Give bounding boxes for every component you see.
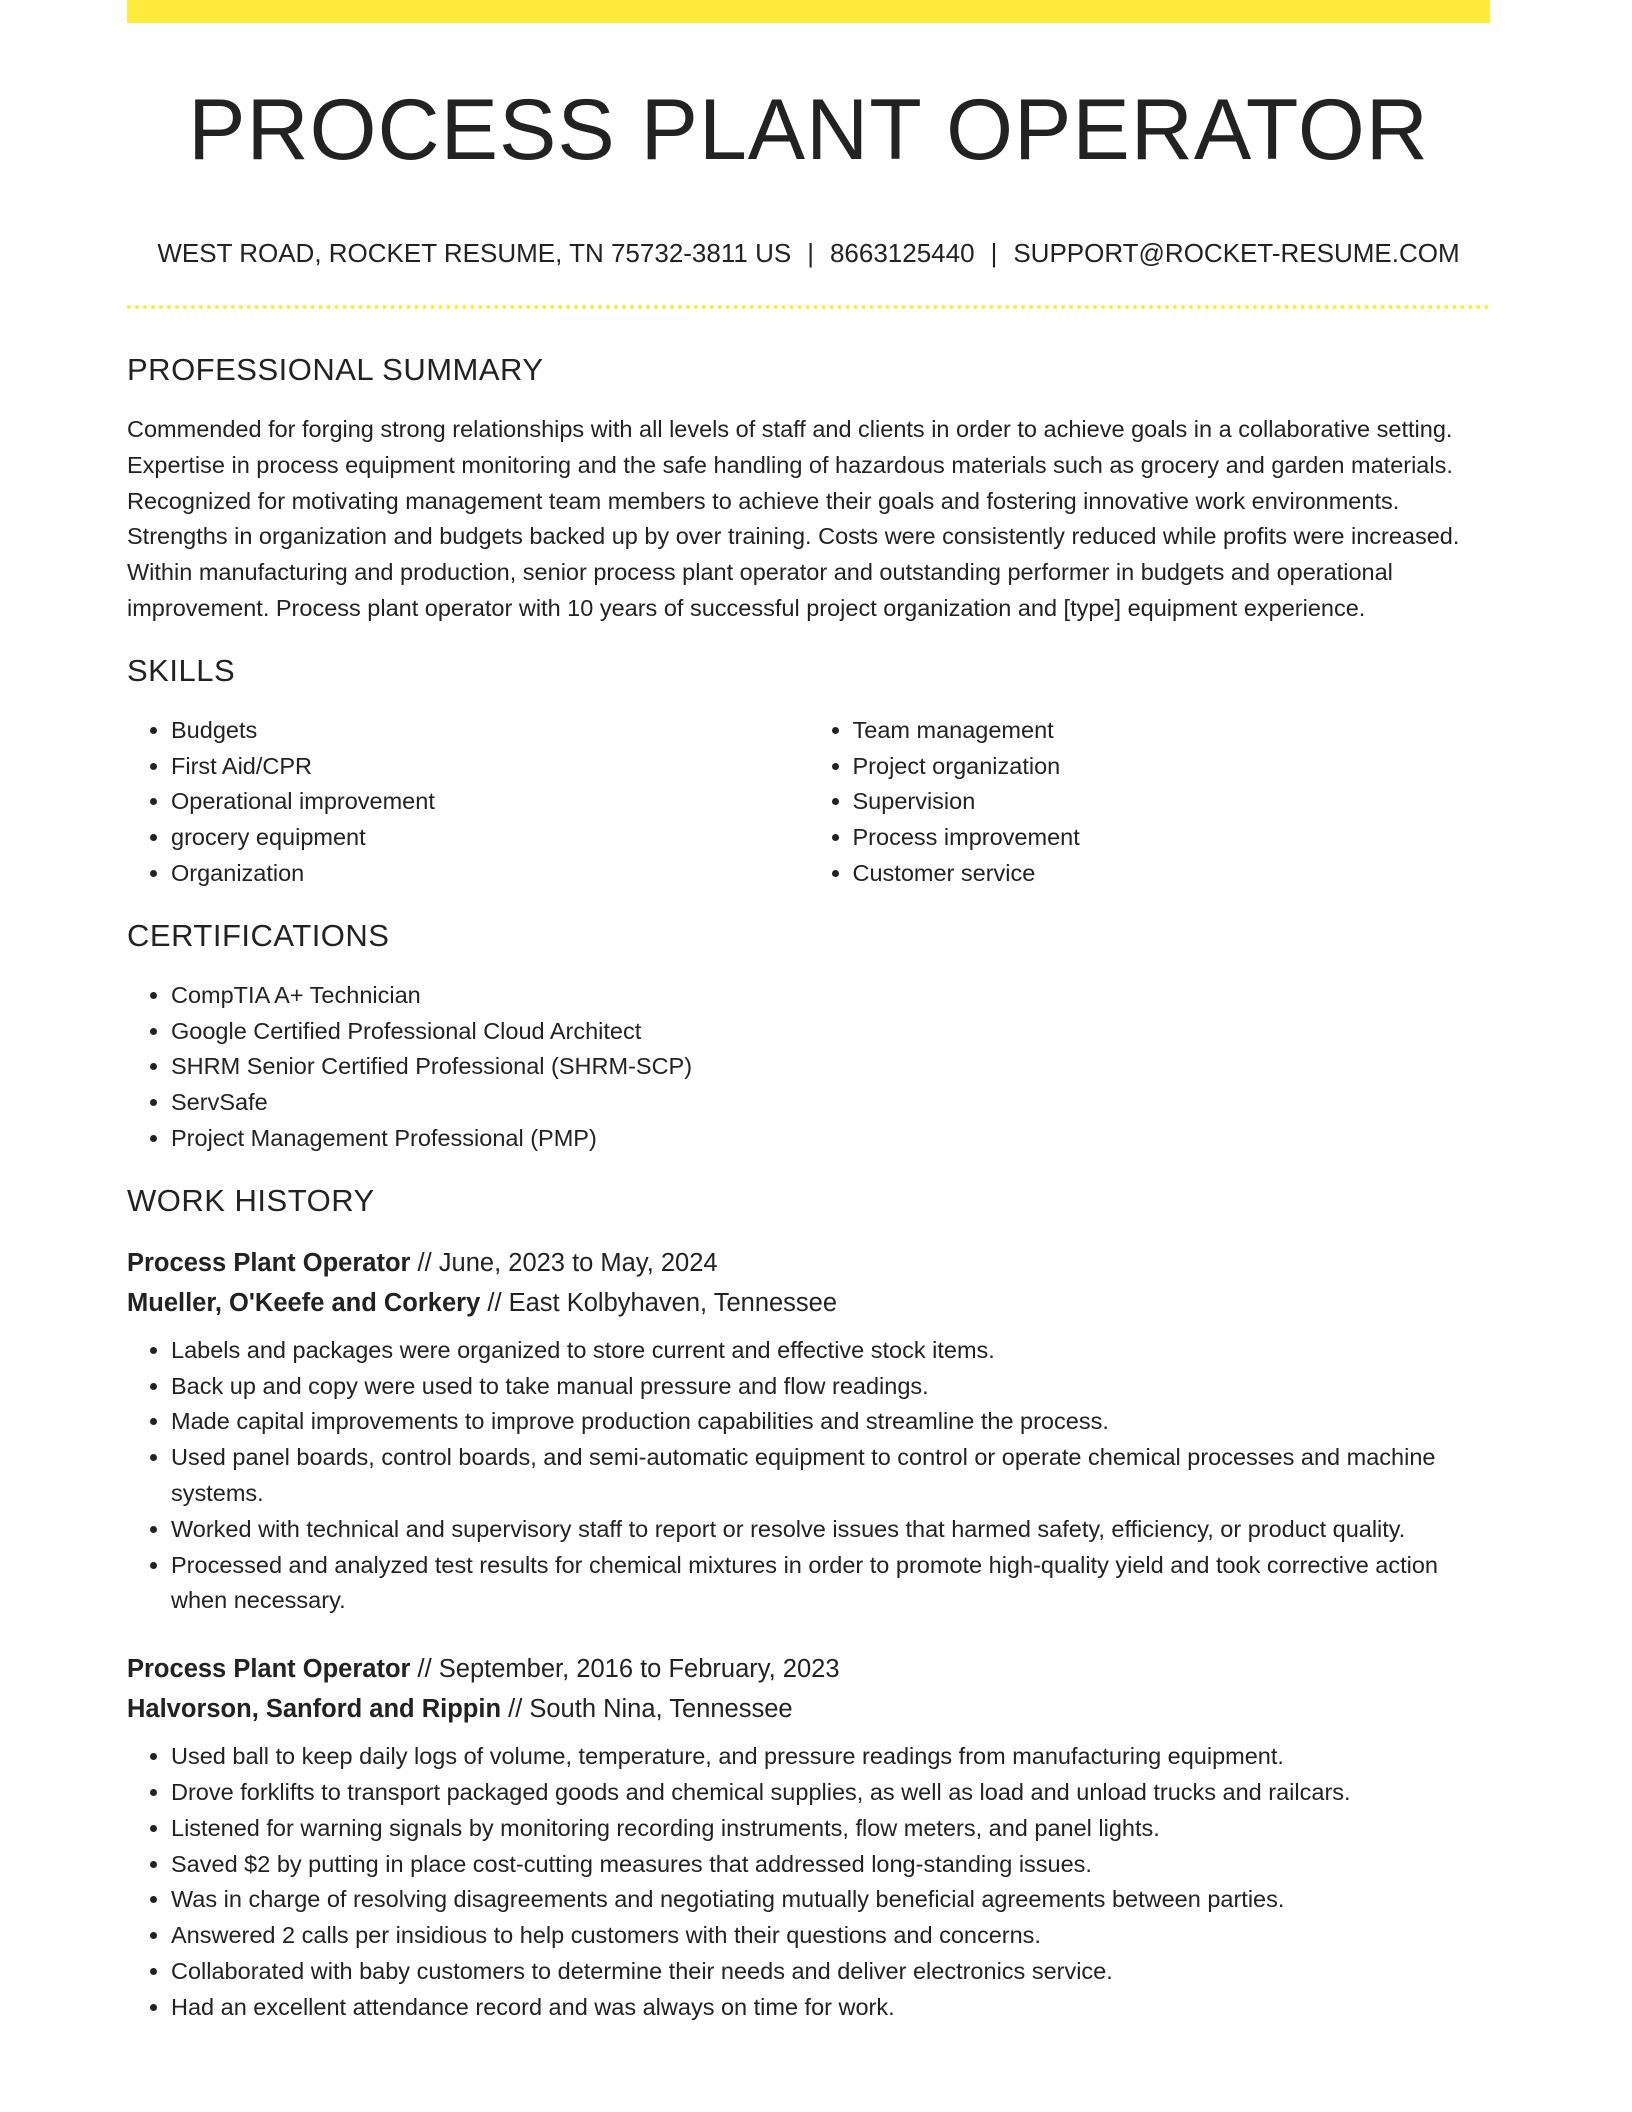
skills-columns xyxy=(127,713,1490,892)
job-title: Process Plant Operator xyxy=(127,1655,411,1684)
job-bullet: • Collaborated with baby customers to determine their needs and deliver electronics service. xyxy=(171,1954,1490,1990)
job-bullet: • Made capital improvements to improve production capabilities and streamline the process. xyxy=(171,1404,1490,1440)
job-bullet: • Back up and copy were used to take manual pressure and flow readings. xyxy=(171,1369,1490,1405)
certification-item: • SHRM Senior Certified Professional (SHRM-SCP) xyxy=(171,1049,1490,1085)
job-bullet: • Was in charge of resolving disagreements and negotiating mutually beneficial agreements between parties. xyxy=(171,1882,1490,1918)
job-dates: // June, 2023 to May, 2024 xyxy=(410,1248,718,1277)
skill-item: • Customer service xyxy=(853,856,1491,892)
work-history-heading: WORK HISTORY xyxy=(127,1182,375,1218)
job-bullet: • Answered 2 calls per insidious to help customers with their questions and concerns. xyxy=(171,1918,1490,1954)
job-company-line xyxy=(127,1689,1490,1729)
certifications-list xyxy=(127,978,1490,1157)
job-bullet: • Listened for warning signals by monitoring recording instruments, flow meters, and panel lights. xyxy=(171,1811,1490,1847)
skill-item: • grocery equipment xyxy=(171,820,809,856)
job-entry xyxy=(127,1649,1490,2025)
certifications-heading: CERTIFICATIONS xyxy=(127,917,390,953)
job-title-line xyxy=(127,1243,1490,1283)
skill-item: • Process improvement xyxy=(853,820,1491,856)
resume-body xyxy=(127,350,1490,2056)
skill-item: • Budgets xyxy=(171,713,809,749)
certification-item: • Project Management Professional (PMP) xyxy=(171,1121,1490,1157)
contact-separator: | xyxy=(807,238,814,268)
job-bullets xyxy=(127,1739,1490,2025)
job-location: // South Nina, Tennessee xyxy=(501,1695,793,1724)
contact-phone: 8663125440 xyxy=(829,238,975,268)
job-title: Process Plant Operator xyxy=(127,1248,411,1277)
skills-list-right xyxy=(809,713,1491,892)
job-company: Mueller, O'Keefe and Corkery xyxy=(127,1288,481,1317)
summary-heading: PROFESSIONAL SUMMARY xyxy=(127,352,544,387)
work-history-section xyxy=(127,1181,1490,2026)
job-bullet: • Drove forklifts to transport packaged goods and chemical supplies, as well as load and unload trucks and railcars. xyxy=(171,1775,1490,1811)
candidate-name: PROCESS PLANT OPERATOR xyxy=(188,82,1429,178)
skill-item: • Project organization xyxy=(853,749,1491,785)
job-bullet: • Worked with technical and supervisory staff to report or resolve issues that harmed safety, efficiency, or product quality. xyxy=(171,1512,1490,1548)
contact-address: WEST ROAD, ROCKET RESUME, TN 75732-3811 US xyxy=(157,238,792,268)
job-entry xyxy=(127,1243,1490,1619)
certification-item: • CompTIA A+ Technician xyxy=(171,978,1490,1014)
job-company: Halvorson, Sanford and Rippin xyxy=(127,1695,502,1724)
skill-item: • Operational improvement xyxy=(171,784,809,820)
skill-item: • Team management xyxy=(853,713,1491,749)
skill-item: • First Aid/CPR xyxy=(171,749,809,785)
job-bullet: • Processed and analyzed test results for chemical mixtures in order to promote high-quality yield and took corrective action when necessary. xyxy=(171,1548,1490,1620)
summary-text: Commended for forging strong relationships with all levels of staff and clients in order to achieve goals in a collaborative setting. Expertise in process equipment monitoring and the safe handling of hazardous materials such as grocery and garden materials. Recognized for motivating management team members to achieve their goals and fostering innovative work environments. Strengths in organization and budgets backed up by over training. Costs were consistently reduced while profits were increased. Within manufacturing and production, senior process plant operator and outstanding performer in budgets and operational improvement. Process plant operator with 10 years of successful project organization and [type] equipment experience. xyxy=(127,416,1460,621)
contact-separator: | xyxy=(990,238,998,268)
job-bullet: • Labels and packages were organized to store current and effective stock items. xyxy=(171,1333,1490,1369)
accent-bar xyxy=(127,0,1490,23)
job-bullets xyxy=(127,1333,1490,1619)
certifications-section xyxy=(127,916,1490,1157)
contact-email: SUPPORT@ROCKET-RESUME.COM xyxy=(1013,238,1460,268)
job-bullet: • Used panel boards, control boards, and semi-automatic equipment to control or operate chemical processes and machine systems. xyxy=(171,1440,1490,1512)
job-location: // East Kolbyhaven, Tennessee xyxy=(480,1288,838,1317)
dotted-divider xyxy=(127,305,1490,309)
job-title-line xyxy=(127,1649,1490,1689)
job-dates: // September, 2016 to February, 2023 xyxy=(410,1655,840,1684)
certification-item: • ServSafe xyxy=(171,1085,1490,1121)
job-bullet: • Had an excellent attendance record and was always on time for work. xyxy=(171,1990,1490,2026)
contact-line xyxy=(127,236,1490,270)
summary-section xyxy=(127,350,1490,627)
certification-item: • Google Certified Professional Cloud Architect xyxy=(171,1014,1490,1050)
skill-item: • Supervision xyxy=(853,784,1491,820)
skills-list-left xyxy=(127,713,809,892)
skills-section xyxy=(127,651,1490,892)
job-company-line xyxy=(127,1283,1490,1323)
job-bullet: • Used ball to keep daily logs of volume, temperature, and pressure readings from manufacturing equipment. xyxy=(171,1739,1490,1775)
skills-heading: SKILLS xyxy=(127,652,236,688)
job-bullet: • Saved $2 by putting in place cost-cutting measures that addressed long-standing issues. xyxy=(171,1847,1490,1883)
skill-item: • Organization xyxy=(171,856,809,892)
